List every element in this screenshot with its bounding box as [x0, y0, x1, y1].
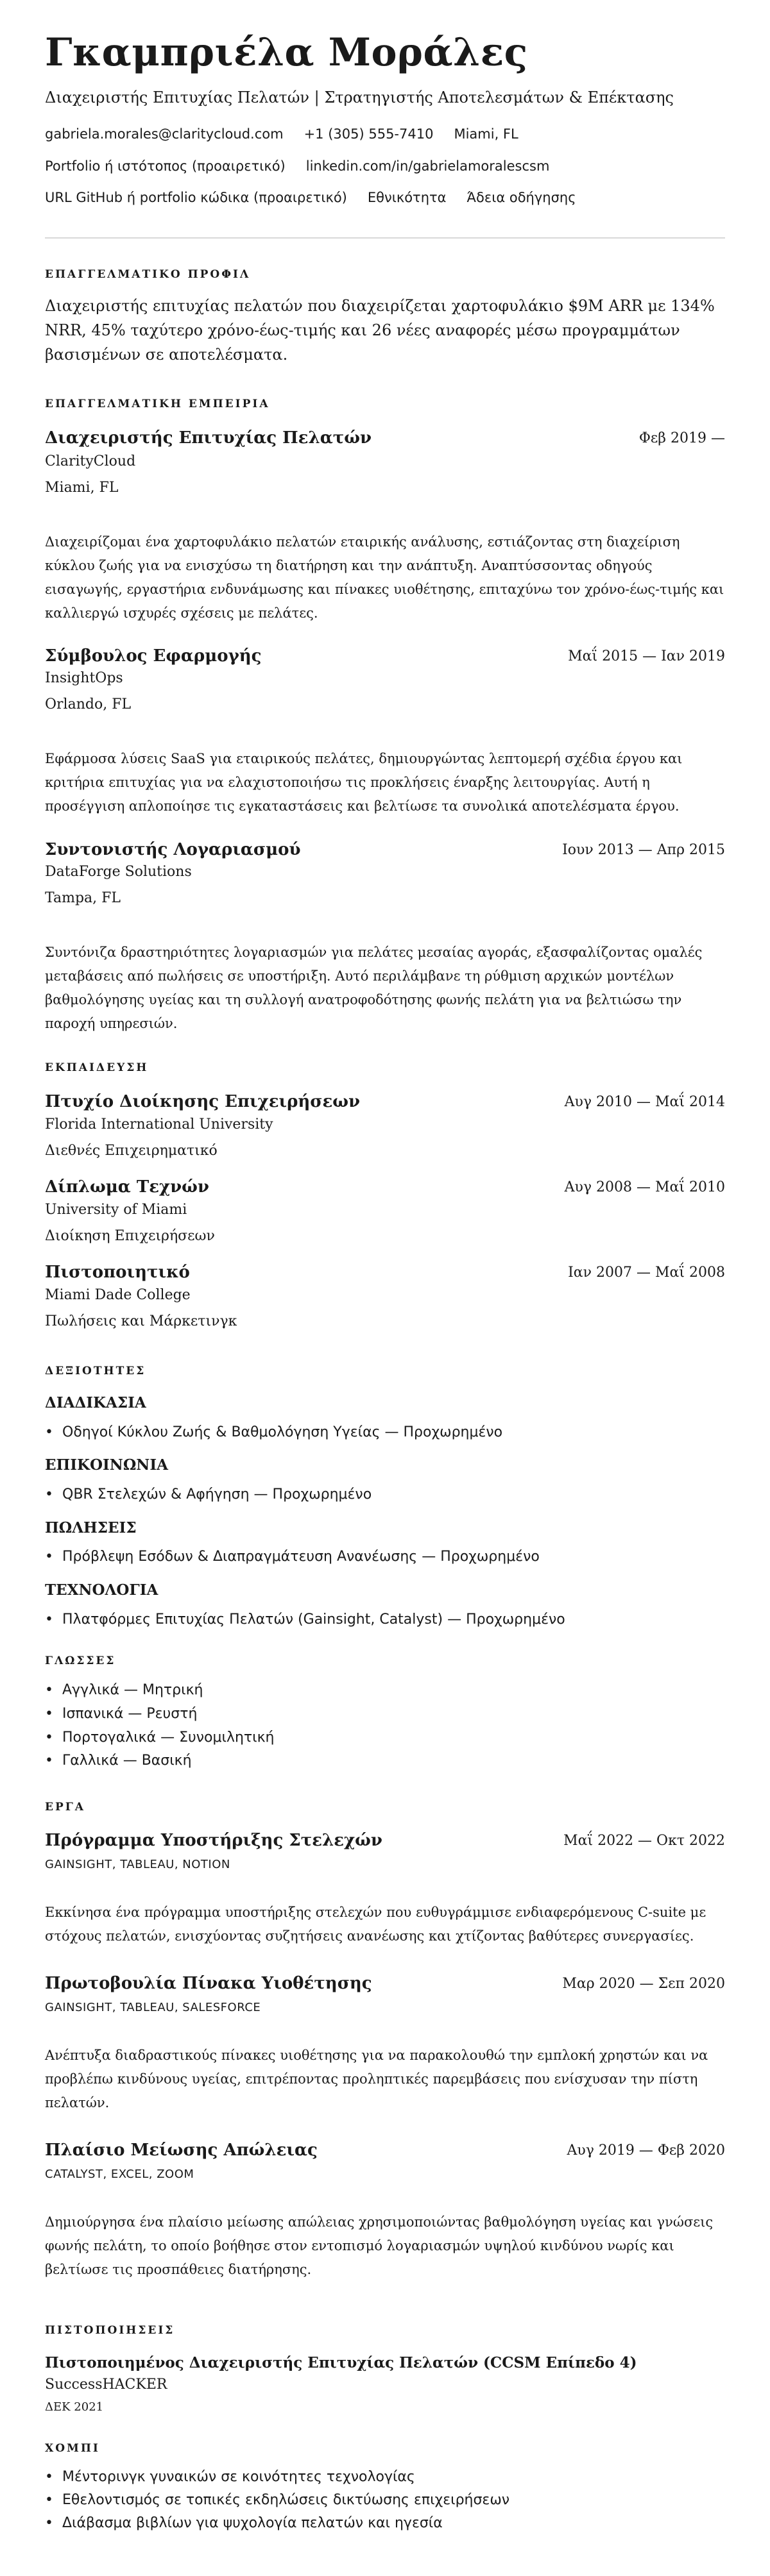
certification-issuer: SuccessHACKER: [45, 2377, 167, 2393]
github-link[interactable]: URL GitHub ή portfolio κώδικα (προαιρετικό): [45, 190, 347, 205]
education-dates: Αυγ 2010 — Μαΐ 2014: [564, 1094, 725, 1110]
language-item: • Αγγλικά — Μητρική: [62, 1682, 203, 1698]
contact-row-extra: [45, 190, 576, 205]
section-title-projects: ΕΡΓΑ: [45, 1801, 85, 1814]
skill-item: • Πλατφόρμες Επιτυχίας Πελατών (Gainsight, Catalyst) — Προχωρημένο: [62, 1612, 565, 1628]
job-company: DataForge Solutions: [45, 864, 192, 880]
skill-category: ΤΕΧΝΟΛΟΓΙΑ: [45, 1581, 158, 1599]
project-title: Πρόγραμμα Υποστήριξης Στελεχών: [45, 1831, 382, 1850]
section-title-certifications: ΠΙΣΤΟΠΟΙΗΣΕΙΣ: [45, 2324, 175, 2337]
portfolio-link[interactable]: Portfolio ή ιστότοπος (προαιρετικό): [45, 158, 286, 174]
certification-name: Πιστοποιημένος Διαχειριστής Επιτυχίας Πελατών (CCSM Επίπεδο 4): [45, 2354, 637, 2371]
degree-title: Πτυχίο Διοίκησης Επιχειρήσεων: [45, 1092, 361, 1111]
section-title-languages: ΓΛΩΣΣΕΣ: [45, 1654, 116, 1667]
skill-category: ΔΙΑΔΙΚΑΣΙΑ: [45, 1394, 146, 1411]
skill-category: ΕΠΙΚΟΙΝΩΝΙΑ: [45, 1456, 168, 1474]
school-name: University of Miami: [45, 1202, 187, 1218]
driving-license: Άδεια οδήγησης: [466, 190, 576, 205]
language-item: • Πορτογαλικά — Συνομιλητική: [62, 1730, 275, 1746]
language-item: • Γαλλικά — Βασική: [62, 1753, 192, 1769]
skill-item: • Πρόβλεψη Εσόδων & Διαπραγμάτευση Ανανέωσης — Προχωρημένο: [62, 1549, 540, 1565]
job-description: Εφάρμοσα λύσεις SaaS για εταιρικούς πελάτες, δημιουργώντας λεπτομερή σχέδια έργου και κριτήρια επιτυχίας για να ελαχιστοποιήσω τις προκλήσεις έναρξης λειτουργίας. Αυτή η προσέγγιση απλοποίησε τις εγκαταστάσεις και βελτίωσε τα συνολικά αποτελέσματα έργου.: [45, 751, 683, 814]
job-location: Miami, FL: [45, 480, 119, 496]
project-dates: Αυγ 2019 — Φεβ 2020: [567, 2142, 725, 2159]
field-of-study: Πωλήσεις και Μάρκετινγκ: [45, 1313, 237, 1329]
location: Miami, FL: [454, 126, 518, 142]
nationality: Εθνικότητα: [367, 190, 447, 205]
skill-item: • QBR Στελεχών & Αφήγηση — Προχωρημένο: [62, 1486, 372, 1503]
profile-summary: Διαχειριστής επιτυχίας πελατών που διαχειρίζεται χαρτοφυλάκιο $9M ARR με 134% NRR, 45% ταχύτερο χρόνο-έως-τιμής και 26 νέες αναφορές μέσω προγραμμάτων βασισμένων σε αποτελέσματα.: [45, 297, 715, 364]
job-dates: Μαΐ 2015 — Ιαν 2019: [568, 648, 725, 664]
job-title: Διαχειριστής Επιτυχίας Πελατών: [45, 428, 372, 448]
skill-item: • Οδηγοί Κύκλου Ζωής & Βαθμολόγηση Υγείας — Προχωρημένο: [62, 1424, 502, 1440]
section-title-hobbies: ΧΟΜΠΙ: [45, 2442, 100, 2455]
education-dates: Αυγ 2008 — Μαΐ 2010: [564, 1179, 725, 1195]
contact-row-primary: [45, 126, 518, 142]
section-title-experience: ΕΠΑΓΓΕΛΜΑΤΙΚΗ ΕΜΠΕΙΡΙΑ: [45, 398, 270, 410]
hobby-item: • Μέντορινγκ γυναικών σε κοινότητες τεχνολογίας: [62, 2469, 415, 2485]
headline: Διαχειριστής Επιτυχίας Πελατών | Στρατηγιστής Αποτελεσμάτων & Επέκτασης: [45, 88, 674, 106]
linkedin-link[interactable]: linkedin.com/in/gabrielamoralescsm: [305, 158, 550, 174]
project-description: Εκκίνησα ένα πρόγραμμα υποστήριξης στελεχών που ευθυγράμμισε ενδιαφερόμενους C-suite με στόχους πελατών, ενισχύοντας συζητήσεις ανανέωσης και χτίζοντας βαθύτερες συνεργασίες.: [45, 1905, 706, 1944]
language-item: • Ισπανικά — Ρευστή: [62, 1706, 197, 1722]
hobby-item: • Εθελοντισμός σε τοπικές εκδηλώσεις δικτύωσης επιχειρήσεων: [62, 2492, 509, 2508]
section-title-profile: ΕΠΑΓΓΕΛΜΑΤΙΚΟ ΠΡΟΦΙΛ: [45, 268, 251, 281]
section-title-education: ΕΚΠΑΙΔΕΥΣΗ: [45, 1061, 149, 1074]
job-location: Tampa, FL: [45, 890, 121, 906]
section-title-skills: ΔΕΞΙΟΤΗΤΕΣ: [45, 1365, 146, 1377]
project-tags: GAINSIGHT, TABLEAU, NOTION: [45, 1858, 230, 1871]
field-of-study: Διοίκηση Επιχειρήσεων: [45, 1228, 215, 1244]
job-description: Διαχειρίζομαι ένα χαρτοφυλάκιο πελατών εταιρικής ανάλυσης, εστιάζοντας στη διαχείριση κύκλου ζωής για να ενισχύσω τη διατήρηση και την ανάπτυξη. Αναπτύσσοντας οδηγούς εισαγωγής, εργαστήρια ενδυνάμωσης και πίνακες υιοθέτησης, επιταχύνω τον χρόνο-έως-τιμής και καλλιεργώ ισχυρές σχέσεις με πελάτες.: [45, 534, 724, 621]
job-dates: Ιουν 2013 — Απρ 2015: [562, 842, 725, 858]
job-dates: Φεβ 2019 —: [638, 430, 725, 446]
job-company: InsightOps: [45, 670, 123, 686]
degree-title: Δίπλωμα Τεχνών: [45, 1177, 209, 1197]
job-company: ClarityCloud: [45, 453, 136, 469]
project-description: Δημιούργησα ένα πλαίσιο μείωσης απώλειας χρησιμοποιώντας βαθμολόγηση υγείας και γνώσεις φωνής πελάτη, το οποίο βοήθησε στον εντοπισμό λογαριασμών υψηλού κινδύνου νωρίς και βελτίωσε τις προσπάθειες διατήρησης.: [45, 2214, 714, 2277]
project-title: Πρωτοβουλία Πίνακα Υιοθέτησης: [45, 1974, 372, 1993]
certification-date: ΔΕΚ 2021: [45, 2400, 104, 2414]
project-tags: GAINSIGHT, TABLEAU, SALESFORCE: [45, 2001, 261, 2014]
education-dates: Ιαν 2007 — Μαΐ 2008: [568, 1265, 725, 1281]
hobby-item: • Διάβασμα βιβλίων για ψυχολογία πελατών και ηγεσία: [62, 2515, 443, 2531]
school-name: Florida International University: [45, 1116, 273, 1132]
job-title: Συντονιστής Λογαριασμού: [45, 840, 301, 859]
project-dates: Μαΐ 2022 — Οκτ 2022: [563, 1833, 725, 1849]
contact-row-links: [45, 158, 549, 174]
email-link[interactable]: gabriela.morales@claritycloud.com: [45, 126, 284, 142]
job-title: Σύμβουλος Εφαρμογής: [45, 646, 262, 666]
school-name: Miami Dade College: [45, 1287, 191, 1303]
project-title: Πλαίσιο Μείωσης Απώλειας: [45, 2141, 318, 2160]
candidate-name: Γκαμπριέλα Μοράλες: [45, 30, 528, 75]
job-description: Συντόνιζα δραστηριότητες λογαριασμών για πελάτες μεσαίας αγοράς, εξασφαλίζοντας ομαλές μεταβάσεις από πωλήσεις σε υποστήριξη. Αυτό περιλάμβανε τη ρύθμιση αρχικών μοντέλων βαθμολόγησης υγείας και τη συλλογή ανατροφοδότησης φωνής πελάτη για να βελτιώσω την παροχή υπηρεσιών.: [45, 945, 703, 1031]
project-description: Ανέπτυξα διαδραστικούς πίνακες υιοθέτησης για να παρακολουθώ την εμπλοκή χρηστών και να προβλέπω κινδύνους υγείας, επιτρέποντας προληπτικές παρεμβάσεις που ενίσχυσαν την πίστη πελατών.: [45, 2048, 708, 2110]
project-dates: Μαρ 2020 — Σεπ 2020: [562, 1976, 725, 1992]
field-of-study: Διεθνές Επιχειρηματικό: [45, 1143, 218, 1159]
project-tags: CATALYST, EXCEL, ZOOM: [45, 2168, 194, 2181]
degree-title: Πιστοποιητικό: [45, 1263, 190, 1282]
job-location: Orlando, FL: [45, 696, 132, 712]
phone-number[interactable]: +1 (305) 555-7410: [304, 126, 434, 142]
header-divider: [45, 237, 725, 239]
skill-category: ΠΩΛΗΣΕΙΣ: [45, 1519, 137, 1536]
